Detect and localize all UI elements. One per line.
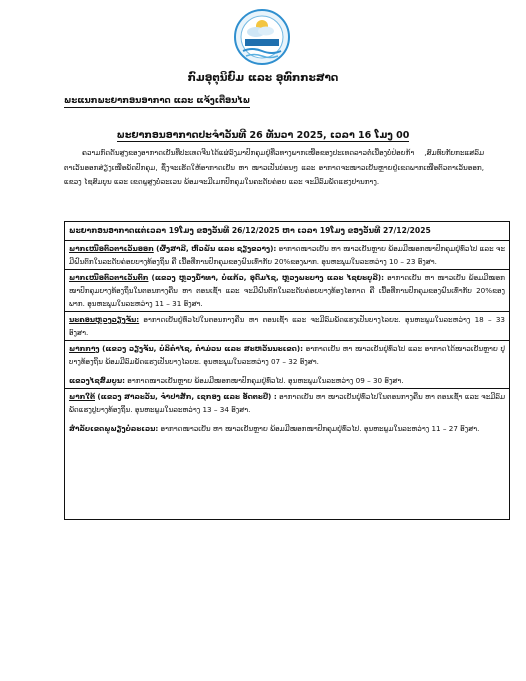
region-name: ພາກໃຕ້ — [69, 392, 96, 401]
region-main-paragraph — [69, 390, 505, 416]
sub-region-name: ສຳລັບເຂດພູພຽງບໍ່ລະເວນ: — [69, 424, 159, 433]
intro-text: ຄວາມກົດດັນສູງຂອງອາກາດເຢັນທີ່ປະເທດຈີນໄດ້ແຜ່ລົງມາປົກຄຸມຢູ່ທີ່ວທາງພາກເໜືອຂອງປະເທດລາວຕໍ່ເນື່ອງບໍ່ປ່ອຍກ້າ ,ສົມທົບກັບກະແສລົມຕາເວັນອອກສ່ຽງເໜືອພັດປົກຄຸມ, ຊຶ່ງຈະເຮັດໃຫ້ອາກາດເຢັນ ຫາ ໜາວເປັນບ່ອນໆ ແລະ ອາກາດຈະໜາວເຢັນຫຼາຍຢູ່ເຂດພາກເໜືອຕົວຕາເວັນອອກ, ແຂວງ ໄຊສົມບູນ ແລະ ເຂດພູສູງບໍ່ລະເວນ ພ້ອມຈະມີເມກປົກຄຸມໃນຄະດັບຄ່ອຍ ແລະ ຈະມີລົມພັດແຮງປານກາງ. — [64, 148, 484, 187]
region-text: ອາກາດເຢັນ ຫາ ໜາວເຢັນຢູ່ທົ່ວໄປໃນຕອນກາງຄືນ ຫາ ຕອນເຊົ້າ ແລະ ຈະມີລົມພັດແຮງປູບາງທ້ອງຖິ່ນ. ອຸນຫະພູມໃນລະຫວ່າງ 13 – 34 ອົງສາ. — [69, 392, 505, 414]
region-sub-paragraph — [69, 374, 505, 387]
intro-paragraph — [64, 146, 484, 190]
region-name: ພາກເໜືອຕົວຕາເວັນອອກ — [69, 244, 154, 253]
region-north-east — [65, 241, 509, 269]
region-central — [65, 340, 509, 388]
sub-region-text: ອາກາດໜາວເຢັນ ຫາ ໜາວເຢັນຫຼາຍ ພ້ອມມີໝອກໜາປົກຄຸມຢູ່ທົ່ວໄປ. ອຸນຫະພູມໃນລະຫວ່າງ 11 – 27 ອົງສາ. — [160, 424, 480, 433]
forecast-box — [64, 221, 510, 520]
region-name: ນະຄອນຫຼວງວຽງຈັນ: — [69, 315, 140, 324]
logo-emblem-icon — [232, 8, 292, 66]
region-text: ອາກາດເຢັນ ຫາ ໜາວເຢັນ ພ້ອມມີໝອກໜາປົກຄຸມບາງທ້ອງຖິ່ນໃນຕອນກາງຄືນ ຫາ ຕອນເຊົ້າ ແລະ ຈະມີຝົນຕົກໃນລະດັບຄ່ອຍບາງທ້ອງໄອກາດ ຄື ເນື້ອທີ່ການປົກຄຸມຂອງຝົນເທົ່າກັບ 20%ຂອງພາກ. ອຸນຫະພູມໃນລະຫວ່າງ 11 – 31 ອົງສາ. — [69, 273, 505, 308]
region-vientiane-capital — [65, 311, 509, 340]
region-name: ພາກກາງ — [69, 344, 100, 353]
sub-region-text: ອາກາດໜາວເຢັນຫຼາຍ ພ້ອມມີໝອກໜາປົກຄຸມຢູ່ທົ່ວໄປ. ອຸນຫະພູມໃນລະຫວ່າງ 09 – 30 ອົງສາ. — [127, 376, 404, 385]
region-sub-paragraph — [69, 422, 505, 435]
region-text: ອາກາດເຢັນຢູ່ທົ່ວໄປໃນຕອນກາງຄືນ ຫາ ຕອນເຊົ້າ ແລະ ຈະມີລົມພັດແຮງເປັນບາງໄລຍະ. ອຸນຫະພູມໃນລະຫວ່າງ 18 – 33 ອົງສາ. — [69, 315, 505, 337]
report-title — [0, 130, 526, 141]
region-provinces: (ຜົ້ງສາລີ, ຫົວພັນ ແລະ ຊຽງຂວາງ): — [156, 244, 277, 253]
sub-region-name: ແຂວງໄຊສົມບູນ: — [69, 376, 125, 385]
region-text: ອາກາດເຢັນ ຫາ ໜາວເຢັນຢູ່ທົ່ວໄປ ແລະ ອາກາດໄດ້ໜາວເຢັນຫຼາຍ ປູບາງທ້ອງຖິ່ນ ພ້ອມມີລົມພັດແຮງເປັນບາງໄລຍະ. ອຸນຫະພູມໃນລະຫວ່າງ 07 – 32 ອົງສາ. — [69, 344, 505, 366]
report-title-text: ພະຍາກອນອາກາດປະຈຳວັນທີ 26 ທັນວາ 2025, ເວລາ 16 ໂມງ 00 — [116, 130, 410, 141]
forecast-period: ພະຍາກອນອາກາດແຕ່ເວລາ 19ໂມງ ຂອງວັນທີ 26/12/2025 ຫາ ເວລາ 19ໂມງ ຂອງວັນທີ 27/12/2025 — [65, 222, 509, 241]
region-north-west — [65, 269, 509, 311]
region-provinces: (ແຂວງ ວຽງຈັນ, ບໍລິຄຳໄຊ, ຄຳມ່ວນ ແລະ ສະຫວັນນະເຂດ): — [102, 344, 303, 353]
region-name: ພາກເໜືອຕົວຕາເວັນຕົກ — [69, 273, 149, 282]
region-provinces: (ແຂວງ ສາລະວັນ, ຈຳປາສັກ, ເຊກອງ ແລະ ອັດຕະປື) : — [97, 392, 277, 401]
ministry-name: ກົມອຸຕຸນິຍົມ ແລະ ອຸທົກກະສາດ — [187, 72, 339, 84]
region-text: ອາກາດໜາວເຢັນ ຫາ ໜາວເຢັນຫຼາຍ ພ້ອມມີໝອກໜາປົກຄຸມຢູ່ທົ່ວໄປ ແລະ ຈະມີຝົນຕົກໃນລະດັບຄ່ອຍບາງທ້ອງຖິ່ນ ຄື ເນື້ອທີ່ການປົກຄຸມຂອງຝົນເທົ່າກັບ 20%ຂອງພາກ. ອຸນຫະພູມໃນລະຫວ່າງ 10 – 23 ອົງສາ. — [69, 244, 505, 266]
department-name: ພະແນກພະຍາກອນອາກາດ ແລະ ແຈ້ງເຕືອນໄພ — [64, 96, 251, 106]
region-south — [65, 388, 509, 436]
region-main-paragraph — [69, 342, 505, 368]
region-provinces: (ແຂວງ ຫຼວງນ້ຳທາ, ບໍ່ແກ້ວ, ອຸດົມໄຊ, ຫຼວງພະບາງ ແລະ ໄຊຍະບູລີ): — [151, 273, 384, 282]
ministry-logo — [232, 8, 292, 66]
